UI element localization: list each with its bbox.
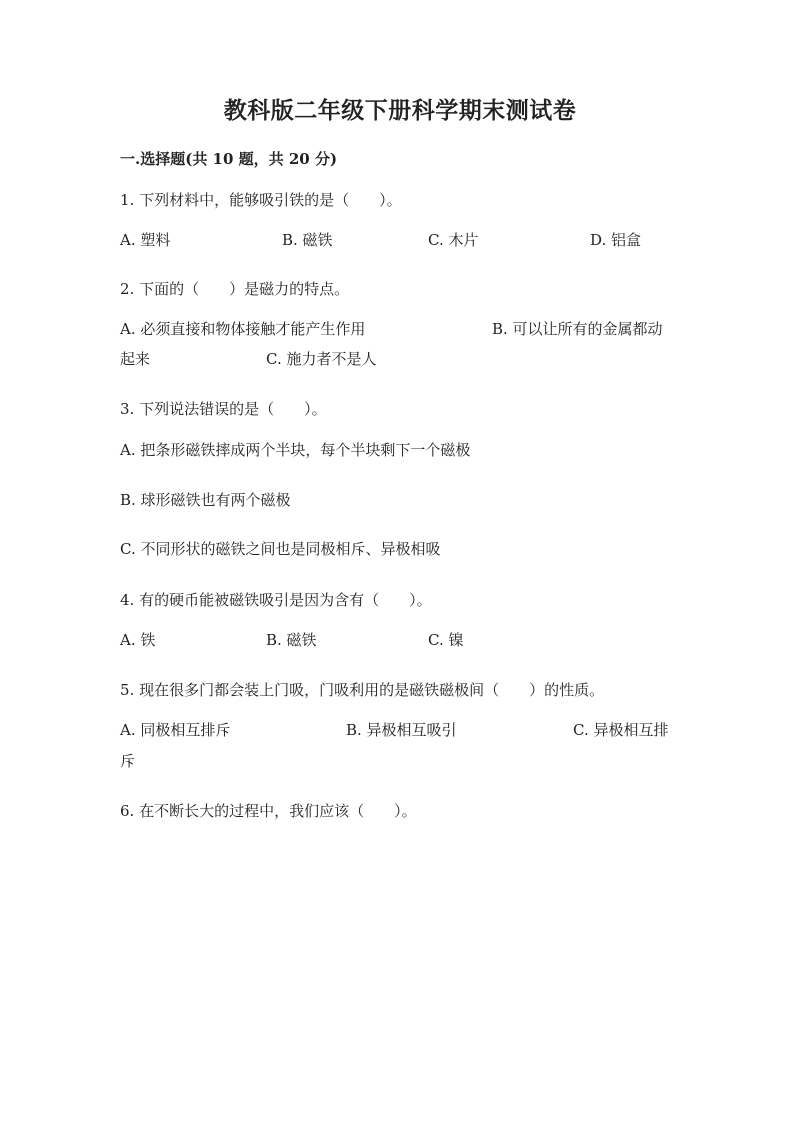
question-3-option-c: C. 不同形状的磁铁之间也是同极相斥、异极相吸	[120, 540, 441, 558]
question-2-option-b: B. 可以让所有的金属都动	[492, 320, 663, 338]
question-2-option-b-continued: 起来	[120, 350, 151, 368]
question-1-option-d: D. 铝盒	[590, 231, 642, 249]
question-1-option-a: A. 塑料	[120, 231, 171, 249]
question-6-stem: 6. 在不断长大的过程中，我们应该（ ）。	[120, 802, 417, 820]
exam-title: 教科版二年级下册科学期末测试卷	[223, 97, 577, 124]
question-1-stem: 1. 下列材料中，能够吸引铁的是（ ）。	[120, 191, 402, 209]
question-1-option-c: C. 木片	[428, 231, 479, 249]
question-5-option-c: C. 异极相互排	[573, 721, 669, 739]
question-3-option-a: A. 把条形磁铁摔成两个半块，每个半块剩下一个磁极	[120, 441, 471, 459]
question-2-option-c: C. 施力者不是人	[266, 350, 377, 368]
question-3-option-b: B. 球形磁铁也有两个磁极	[120, 491, 291, 509]
question-1-option-b: B. 磁铁	[282, 231, 333, 249]
question-4-stem: 4. 有的硬币能被磁铁吸引是因为含有（ ）。	[120, 591, 432, 609]
question-5-option-b: B. 异极相互吸引	[346, 721, 457, 739]
question-5-option-a: A. 同极相互排斥	[120, 721, 231, 739]
question-5-option-c-continued: 斥	[120, 752, 136, 770]
question-3-stem: 3. 下列说法错误的是（ ）。	[120, 400, 327, 418]
question-2-stem: 2. 下面的（ ）是磁力的特点。	[120, 280, 350, 298]
question-2-option-a: A. 必须直接和物体接触才能产生作用	[120, 320, 366, 338]
question-4-option-b: B. 磁铁	[266, 631, 317, 649]
section-heading: 一.选择题(共 10 题，共 20 分)	[120, 150, 338, 168]
question-4-option-a: A. 铁	[120, 631, 156, 649]
question-4-option-c: C. 镍	[428, 631, 464, 649]
question-5-stem: 5. 现在很多门都会装上门吸，门吸利用的是磁铁磁极间（ ）的性质。	[120, 681, 605, 699]
